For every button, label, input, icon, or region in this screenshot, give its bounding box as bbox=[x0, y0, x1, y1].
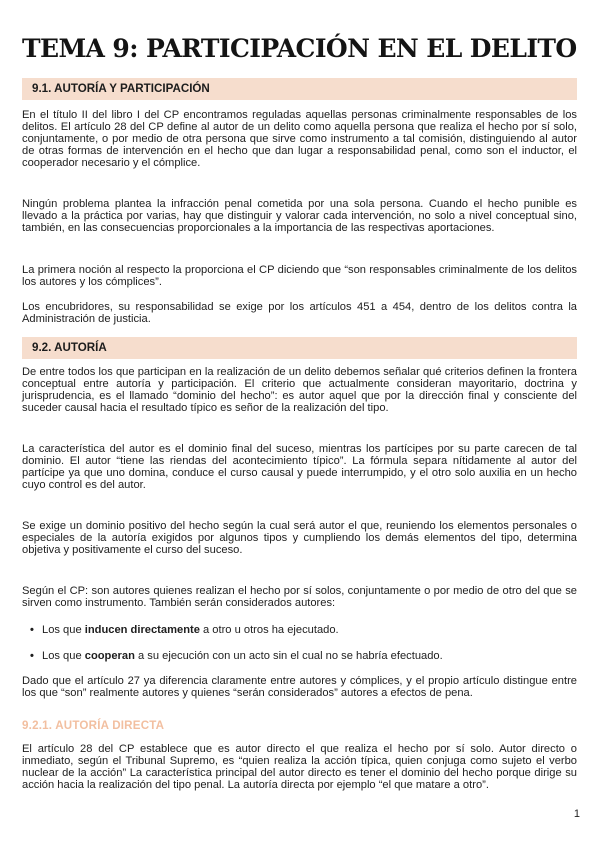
paragraph: Los encubridores, su responsabilidad se exige por los artículos 451 a 454, dentro de los delitos contra la Administración de justicia. bbox=[22, 301, 577, 326]
paragraph: Ningún problema plantea la infracción penal cometida por una sola persona. Cuando el hecho punible es llevado a la práctica por varias, hay que distinguir y valorar cada intervención, no solo a nivel conceptual sino, también, en las consecuencias proporcionales a la importancia de las respectivas aportaciones. bbox=[22, 198, 577, 235]
section-heading-autoria: 9.2. AUTORÍA bbox=[22, 337, 577, 359]
paragraph: Se exige un dominio positivo del hecho según la cual será autor el que, reuniendo los elementos personales o especiales de la autoría exigidos por algunos tipos y cumpliendo los demás elementos del tipo, determina objetiva y positivamente el curso del suceso. bbox=[22, 520, 577, 557]
paragraph: La primera noción al respecto la proporciona el CP diciendo que “son responsables criminalmente de los delitos los autores y los cómplices”. bbox=[22, 264, 577, 289]
paragraph: En el título II del libro I del CP encontramos reguladas aquellas personas criminalmente responsables de los delitos. El artículo 28 del CP define al autor de un delito como aquella persona que realiza el hecho por sí solo, conjuntamente, o por medio de otra persona que sirve como instrumento a tal comisión, distinguiendo al autor de otras formas de intervención en el hecho que dan lugar a responsabilidad penal, como son el inductor, el cooperador necesario y el cómplice. bbox=[22, 109, 577, 170]
document-title: TEMA 9: PARTICIPACIÓN EN EL DELITO bbox=[22, 34, 577, 63]
page-number: 1 bbox=[573, 808, 580, 820]
subsection-heading-autoria-directa: 9.2.1. AUTORÍA DIRECTA bbox=[22, 719, 165, 732]
paragraph: De entre todos los que participan en la realización de un delito debemos señalar qué criterios definen la frontera conceptual entre autoría y participación. El criterio que actualmente consideran mayoritario, doctrina y jurisprudencia, es el llamado “dominio del hecho”: es autor aquel que por la dirección final y consciente del suceder causal hacia el resultado típico es señor de la realización del tipo. bbox=[22, 366, 577, 415]
paragraph: La característica del autor es el dominio final del suceso, mientras los partícipes por su parte carecen de tal dominio. El autor “tiene las riendas del acontecimiento típico”. La fórmula separa nítidamente al autor del partícipe ya que uno domina, conduce el curso causal y puede interrumpido, y el otro solo auxilia en un hecho cuyo control es del autor. bbox=[22, 443, 577, 492]
paragraph: Dado que el artículo 27 ya diferencia claramente entre autores y cómplices, y el propio artículo distingue entre los que “son” realmente autores y quienes “serán considerados” autores a efectos de pena. bbox=[22, 675, 577, 700]
paragraph: Según el CP: son autores quienes realizan el hecho por sí solos, conjuntamente o por medio de otro del que se sirven como instrumento. También serán considerados autores: bbox=[22, 585, 577, 610]
list-item: • Los que cooperan a su ejecución con un acto sin el cual no se habría efectuado. bbox=[30, 650, 443, 662]
bullet-icon: • bbox=[30, 624, 34, 636]
list-item: • Los que inducen directamente a otro u otros ha ejecutado. bbox=[30, 624, 339, 636]
paragraph: El artículo 28 del CP establece que es autor directo el que realiza el hecho por sí solo. Autor directo o inmediato, según el Tribunal Supremo, es “quien realiza la acción típica, quien conjuga como sujeto el verbo nuclear de la acción” La característica principal del autor directo es tener el dominio del hecho porque dirige su acción hacia la realización del tipo penal. La autoría directa por ejemplo “el que matare a otro”. bbox=[22, 743, 577, 792]
bullet-icon: • bbox=[30, 650, 34, 662]
section-heading-autoria-participacion: 9.1. AUTORÍA Y PARTICIPACIÓN bbox=[22, 78, 577, 100]
